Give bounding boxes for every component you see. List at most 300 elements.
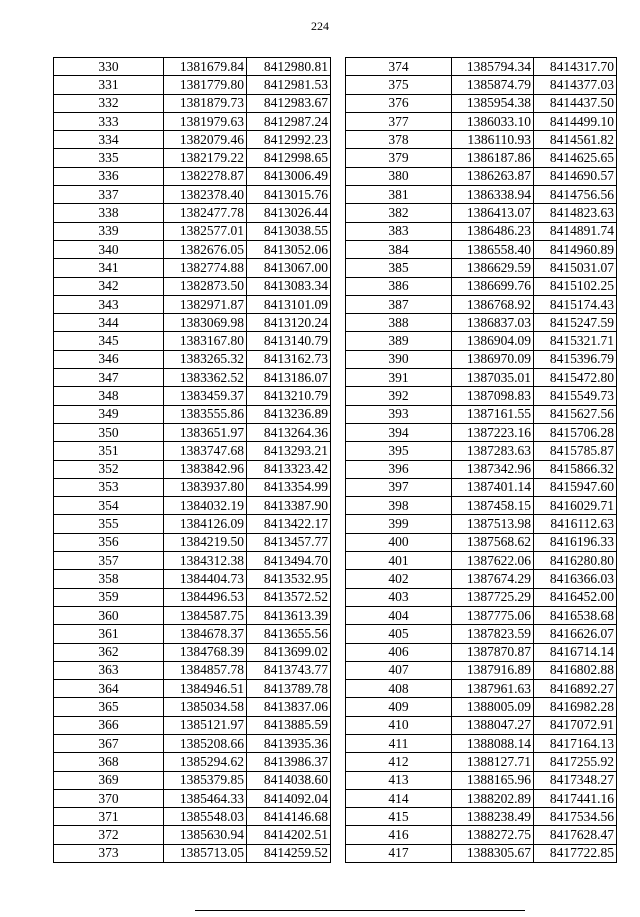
bottom-rule [195, 910, 525, 911]
y-coordinate-cell: 8413186.07 [247, 369, 331, 387]
x-coordinate-cell: 1387674.29 [452, 570, 534, 588]
x-coordinate-cell: 1387161.55 [452, 405, 534, 423]
point-number-cell: 408 [346, 680, 452, 698]
y-coordinate-cell: 8413743.77 [247, 661, 331, 679]
x-coordinate-cell: 1382179.22 [164, 149, 247, 167]
point-number-cell: 409 [346, 698, 452, 716]
x-coordinate-cell: 1383555.86 [164, 405, 247, 423]
y-coordinate-cell: 8417534.56 [534, 808, 617, 826]
table-row [54, 753, 331, 771]
x-coordinate-cell: 1385713.05 [164, 844, 247, 862]
point-number-cell: 392 [346, 387, 452, 405]
table-row [346, 332, 617, 350]
y-coordinate-cell: 8415866.32 [534, 460, 617, 478]
point-number-cell: 351 [54, 442, 164, 460]
y-coordinate-cell: 8414202.51 [247, 826, 331, 844]
table-row [346, 716, 617, 734]
x-coordinate-cell: 1386629.59 [452, 259, 534, 277]
x-coordinate-cell: 1384857.78 [164, 661, 247, 679]
x-coordinate-cell: 1386768.92 [452, 295, 534, 313]
table-row [346, 771, 617, 789]
x-coordinate-cell: 1384219.50 [164, 533, 247, 551]
point-number-cell: 353 [54, 478, 164, 496]
point-number-cell: 394 [346, 423, 452, 441]
point-number-cell: 350 [54, 423, 164, 441]
page-number: 224 [311, 19, 329, 33]
x-coordinate-cell: 1384032.19 [164, 497, 247, 515]
x-coordinate-cell: 1387035.01 [452, 369, 534, 387]
table-row [346, 789, 617, 807]
y-coordinate-cell: 8413613.39 [247, 606, 331, 624]
point-number-cell: 365 [54, 698, 164, 716]
y-coordinate-cell: 8412980.81 [247, 58, 331, 76]
y-coordinate-cell: 8413026.44 [247, 204, 331, 222]
point-number-cell: 390 [346, 350, 452, 368]
table-row [346, 149, 617, 167]
y-coordinate-cell: 8417348.27 [534, 771, 617, 789]
y-coordinate-cell: 8413083.34 [247, 277, 331, 295]
y-coordinate-cell: 8415947.60 [534, 478, 617, 496]
y-coordinate-cell: 8414038.60 [247, 771, 331, 789]
table-row [346, 204, 617, 222]
y-coordinate-cell: 8416714.14 [534, 643, 617, 661]
x-coordinate-cell: 1386413.07 [452, 204, 534, 222]
y-coordinate-cell: 8414960.89 [534, 240, 617, 258]
y-coordinate-cell: 8412998.65 [247, 149, 331, 167]
point-number-cell: 358 [54, 570, 164, 588]
x-coordinate-cell: 1383651.97 [164, 423, 247, 441]
table-row [54, 680, 331, 698]
x-coordinate-cell: 1384587.75 [164, 606, 247, 624]
x-coordinate-cell: 1386338.94 [452, 186, 534, 204]
y-coordinate-cell: 8413422.17 [247, 515, 331, 533]
y-coordinate-cell: 8413885.59 [247, 716, 331, 734]
point-number-cell: 355 [54, 515, 164, 533]
x-coordinate-cell: 1387401.14 [452, 478, 534, 496]
table-row [346, 497, 617, 515]
y-coordinate-cell: 8414146.68 [247, 808, 331, 826]
point-number-cell: 413 [346, 771, 452, 789]
point-number-cell: 382 [346, 204, 452, 222]
x-coordinate-cell: 1385630.94 [164, 826, 247, 844]
x-coordinate-cell: 1383747.68 [164, 442, 247, 460]
table-row [54, 149, 331, 167]
x-coordinate-cell: 1388202.89 [452, 789, 534, 807]
point-number-cell: 415 [346, 808, 452, 826]
y-coordinate-cell: 8413572.52 [247, 588, 331, 606]
point-number-cell: 384 [346, 240, 452, 258]
x-coordinate-cell: 1385208.66 [164, 734, 247, 752]
x-coordinate-cell: 1388272.75 [452, 826, 534, 844]
point-number-cell: 343 [54, 295, 164, 313]
y-coordinate-cell: 8414259.52 [247, 844, 331, 862]
table-row [54, 240, 331, 258]
table-row [54, 844, 331, 862]
point-number-cell: 411 [346, 734, 452, 752]
y-coordinate-cell: 8413006.49 [247, 167, 331, 185]
coordinates-table-right-body [346, 58, 617, 863]
coordinates-table-left-body [54, 58, 331, 863]
y-coordinate-cell: 8415549.73 [534, 387, 617, 405]
x-coordinate-cell: 1382079.46 [164, 131, 247, 149]
point-number-cell: 339 [54, 222, 164, 240]
table-row [54, 295, 331, 313]
point-number-cell: 363 [54, 661, 164, 679]
x-coordinate-cell: 1387725.29 [452, 588, 534, 606]
table-row [346, 570, 617, 588]
table-row [54, 533, 331, 551]
point-number-cell: 414 [346, 789, 452, 807]
point-number-cell: 361 [54, 625, 164, 643]
point-number-cell: 389 [346, 332, 452, 350]
x-coordinate-cell: 1387283.63 [452, 442, 534, 460]
x-coordinate-cell: 1383167.80 [164, 332, 247, 350]
x-coordinate-cell: 1385034.58 [164, 698, 247, 716]
table-row [346, 478, 617, 496]
table-row [346, 552, 617, 570]
x-coordinate-cell: 1381879.73 [164, 94, 247, 112]
table-row [346, 533, 617, 551]
table-row [54, 515, 331, 533]
x-coordinate-cell: 1388088.14 [452, 734, 534, 752]
y-coordinate-cell: 8414823.63 [534, 204, 617, 222]
y-coordinate-cell: 8415174.43 [534, 295, 617, 313]
x-coordinate-cell: 1384126.09 [164, 515, 247, 533]
table-row [346, 753, 617, 771]
y-coordinate-cell: 8412992.23 [247, 131, 331, 149]
table-row [54, 570, 331, 588]
table-row [54, 643, 331, 661]
x-coordinate-cell: 1383069.98 [164, 314, 247, 332]
point-number-cell: 386 [346, 277, 452, 295]
point-number-cell: 345 [54, 332, 164, 350]
y-coordinate-cell: 8415396.79 [534, 350, 617, 368]
y-coordinate-cell: 8414317.70 [534, 58, 617, 76]
x-coordinate-cell: 1384496.53 [164, 588, 247, 606]
y-coordinate-cell: 8416196.33 [534, 533, 617, 551]
x-coordinate-cell: 1384768.39 [164, 643, 247, 661]
coordinates-table-left [53, 57, 331, 863]
table-row [54, 131, 331, 149]
x-coordinate-cell: 1385794.34 [452, 58, 534, 76]
point-number-cell: 338 [54, 204, 164, 222]
point-number-cell: 396 [346, 460, 452, 478]
y-coordinate-cell: 8415627.56 [534, 405, 617, 423]
point-number-cell: 337 [54, 186, 164, 204]
x-coordinate-cell: 1385548.03 [164, 808, 247, 826]
point-number-cell: 403 [346, 588, 452, 606]
y-coordinate-cell: 8417628.47 [534, 826, 617, 844]
table-row [346, 442, 617, 460]
x-coordinate-cell: 1386486.23 [452, 222, 534, 240]
x-coordinate-cell: 1382971.87 [164, 295, 247, 313]
x-coordinate-cell: 1383459.37 [164, 387, 247, 405]
y-coordinate-cell: 8415247.59 [534, 314, 617, 332]
y-coordinate-cell: 8415321.71 [534, 332, 617, 350]
point-number-cell: 410 [346, 716, 452, 734]
table-row [346, 350, 617, 368]
point-number-cell: 376 [346, 94, 452, 112]
point-number-cell: 397 [346, 478, 452, 496]
point-number-cell: 357 [54, 552, 164, 570]
y-coordinate-cell: 8417441.16 [534, 789, 617, 807]
table-row [346, 186, 617, 204]
y-coordinate-cell: 8416029.71 [534, 497, 617, 515]
point-number-cell: 349 [54, 405, 164, 423]
point-number-cell: 354 [54, 497, 164, 515]
point-number-cell: 336 [54, 167, 164, 185]
table-row [54, 734, 331, 752]
x-coordinate-cell: 1387622.06 [452, 552, 534, 570]
y-coordinate-cell: 8413264.36 [247, 423, 331, 441]
point-number-cell: 356 [54, 533, 164, 551]
table-row [54, 661, 331, 679]
point-number-cell: 340 [54, 240, 164, 258]
table-row [346, 277, 617, 295]
point-number-cell: 404 [346, 606, 452, 624]
y-coordinate-cell: 8413038.55 [247, 222, 331, 240]
table-row [54, 259, 331, 277]
table-row [346, 76, 617, 94]
coordinates-table-right [345, 57, 617, 863]
table-row [346, 808, 617, 826]
x-coordinate-cell: 1381779.80 [164, 76, 247, 94]
point-number-cell: 341 [54, 259, 164, 277]
x-coordinate-cell: 1382278.87 [164, 167, 247, 185]
x-coordinate-cell: 1387568.62 [452, 533, 534, 551]
y-coordinate-cell: 8413935.36 [247, 734, 331, 752]
y-coordinate-cell: 8414891.74 [534, 222, 617, 240]
y-coordinate-cell: 8412983.67 [247, 94, 331, 112]
point-number-cell: 400 [346, 533, 452, 551]
point-number-cell: 362 [54, 643, 164, 661]
x-coordinate-cell: 1386033.10 [452, 112, 534, 130]
table-row [54, 387, 331, 405]
x-coordinate-cell: 1383842.96 [164, 460, 247, 478]
table-row [346, 405, 617, 423]
table-row [346, 222, 617, 240]
y-coordinate-cell: 8413986.37 [247, 753, 331, 771]
point-number-cell: 347 [54, 369, 164, 387]
table-row [54, 94, 331, 112]
point-number-cell: 372 [54, 826, 164, 844]
x-coordinate-cell: 1383937.80 [164, 478, 247, 496]
table-row [346, 94, 617, 112]
table-row [346, 826, 617, 844]
table-row [54, 314, 331, 332]
x-coordinate-cell: 1385121.97 [164, 716, 247, 734]
table-row [54, 405, 331, 423]
point-number-cell: 387 [346, 295, 452, 313]
point-number-cell: 371 [54, 808, 164, 826]
table-row [346, 643, 617, 661]
y-coordinate-cell: 8413457.77 [247, 533, 331, 551]
point-number-cell: 359 [54, 588, 164, 606]
x-coordinate-cell: 1387458.15 [452, 497, 534, 515]
y-coordinate-cell: 8417164.13 [534, 734, 617, 752]
y-coordinate-cell: 8413699.02 [247, 643, 331, 661]
point-number-cell: 401 [346, 552, 452, 570]
point-number-cell: 416 [346, 826, 452, 844]
table-row [54, 716, 331, 734]
y-coordinate-cell: 8413120.24 [247, 314, 331, 332]
table-row [54, 460, 331, 478]
table-row [54, 204, 331, 222]
table-row [346, 680, 617, 698]
point-number-cell: 375 [346, 76, 452, 94]
x-coordinate-cell: 1382676.05 [164, 240, 247, 258]
table-row [346, 112, 617, 130]
point-number-cell: 391 [346, 369, 452, 387]
x-coordinate-cell: 1388047.27 [452, 716, 534, 734]
x-coordinate-cell: 1382774.88 [164, 259, 247, 277]
y-coordinate-cell: 8415785.87 [534, 442, 617, 460]
x-coordinate-cell: 1388005.09 [452, 698, 534, 716]
table-row [54, 552, 331, 570]
y-coordinate-cell: 8414437.50 [534, 94, 617, 112]
y-coordinate-cell: 8413140.79 [247, 332, 331, 350]
table-row [54, 497, 331, 515]
point-number-cell: 331 [54, 76, 164, 94]
x-coordinate-cell: 1386837.03 [452, 314, 534, 332]
y-coordinate-cell: 8413162.73 [247, 350, 331, 368]
table-row [54, 698, 331, 716]
x-coordinate-cell: 1388305.67 [452, 844, 534, 862]
point-number-cell: 399 [346, 515, 452, 533]
y-coordinate-cell: 8416626.07 [534, 625, 617, 643]
x-coordinate-cell: 1381679.84 [164, 58, 247, 76]
table-row [54, 167, 331, 185]
y-coordinate-cell: 8413532.95 [247, 570, 331, 588]
point-number-cell: 334 [54, 131, 164, 149]
table-row [346, 259, 617, 277]
x-coordinate-cell: 1387775.06 [452, 606, 534, 624]
y-coordinate-cell: 8413387.90 [247, 497, 331, 515]
x-coordinate-cell: 1382378.40 [164, 186, 247, 204]
table-row [54, 350, 331, 368]
x-coordinate-cell: 1386110.93 [452, 131, 534, 149]
x-coordinate-cell: 1381979.63 [164, 112, 247, 130]
table-row [54, 186, 331, 204]
table-row [346, 698, 617, 716]
y-coordinate-cell: 8413015.76 [247, 186, 331, 204]
table-row [54, 112, 331, 130]
point-number-cell: 395 [346, 442, 452, 460]
x-coordinate-cell: 1386904.09 [452, 332, 534, 350]
point-number-cell: 406 [346, 643, 452, 661]
y-coordinate-cell: 8413323.42 [247, 460, 331, 478]
y-coordinate-cell: 8415472.80 [534, 369, 617, 387]
x-coordinate-cell: 1383265.32 [164, 350, 247, 368]
table-row [346, 240, 617, 258]
y-coordinate-cell: 8413789.78 [247, 680, 331, 698]
point-number-cell: 373 [54, 844, 164, 862]
point-number-cell: 344 [54, 314, 164, 332]
y-coordinate-cell: 8417255.92 [534, 753, 617, 771]
point-number-cell: 366 [54, 716, 164, 734]
point-number-cell: 368 [54, 753, 164, 771]
table-row [54, 423, 331, 441]
y-coordinate-cell: 8416538.68 [534, 606, 617, 624]
point-number-cell: 385 [346, 259, 452, 277]
point-number-cell: 364 [54, 680, 164, 698]
table-row [346, 588, 617, 606]
x-coordinate-cell: 1387223.16 [452, 423, 534, 441]
table-row [346, 734, 617, 752]
table-row [346, 606, 617, 624]
table-row [346, 314, 617, 332]
x-coordinate-cell: 1385379.85 [164, 771, 247, 789]
table-row [346, 369, 617, 387]
y-coordinate-cell: 8412987.24 [247, 112, 331, 130]
x-coordinate-cell: 1386263.87 [452, 167, 534, 185]
table-row [346, 58, 617, 76]
x-coordinate-cell: 1382577.01 [164, 222, 247, 240]
x-coordinate-cell: 1387870.87 [452, 643, 534, 661]
point-number-cell: 352 [54, 460, 164, 478]
y-coordinate-cell: 8413293.21 [247, 442, 331, 460]
y-coordinate-cell: 8414377.03 [534, 76, 617, 94]
table-row [346, 167, 617, 185]
x-coordinate-cell: 1387823.59 [452, 625, 534, 643]
table-row [54, 588, 331, 606]
x-coordinate-cell: 1387342.96 [452, 460, 534, 478]
point-number-cell: 405 [346, 625, 452, 643]
table-row [346, 295, 617, 313]
y-coordinate-cell: 8416892.27 [534, 680, 617, 698]
point-number-cell: 360 [54, 606, 164, 624]
point-number-cell: 346 [54, 350, 164, 368]
table-row [346, 625, 617, 643]
point-number-cell: 407 [346, 661, 452, 679]
y-coordinate-cell: 8415706.28 [534, 423, 617, 441]
table-row [54, 277, 331, 295]
point-number-cell: 378 [346, 131, 452, 149]
y-coordinate-cell: 8414499.10 [534, 112, 617, 130]
y-coordinate-cell: 8414756.56 [534, 186, 617, 204]
y-coordinate-cell: 8413837.06 [247, 698, 331, 716]
table-row [346, 661, 617, 679]
point-number-cell: 379 [346, 149, 452, 167]
y-coordinate-cell: 8416982.28 [534, 698, 617, 716]
point-number-cell: 388 [346, 314, 452, 332]
y-coordinate-cell: 8413655.56 [247, 625, 331, 643]
x-coordinate-cell: 1385294.62 [164, 753, 247, 771]
table-row [346, 460, 617, 478]
x-coordinate-cell: 1382477.78 [164, 204, 247, 222]
x-coordinate-cell: 1385954.38 [452, 94, 534, 112]
point-number-cell: 381 [346, 186, 452, 204]
y-coordinate-cell: 8416366.03 [534, 570, 617, 588]
table-row [346, 387, 617, 405]
table-row [346, 844, 617, 862]
y-coordinate-cell: 8413494.70 [247, 552, 331, 570]
y-coordinate-cell: 8413052.06 [247, 240, 331, 258]
point-number-cell: 333 [54, 112, 164, 130]
x-coordinate-cell: 1385874.79 [452, 76, 534, 94]
y-coordinate-cell: 8417072.91 [534, 716, 617, 734]
x-coordinate-cell: 1386558.40 [452, 240, 534, 258]
point-number-cell: 332 [54, 94, 164, 112]
y-coordinate-cell: 8412981.53 [247, 76, 331, 94]
table-row [54, 606, 331, 624]
x-coordinate-cell: 1384678.37 [164, 625, 247, 643]
table-row [54, 625, 331, 643]
table-row [54, 826, 331, 844]
table-row [54, 478, 331, 496]
y-coordinate-cell: 8413101.09 [247, 295, 331, 313]
table-row [54, 442, 331, 460]
